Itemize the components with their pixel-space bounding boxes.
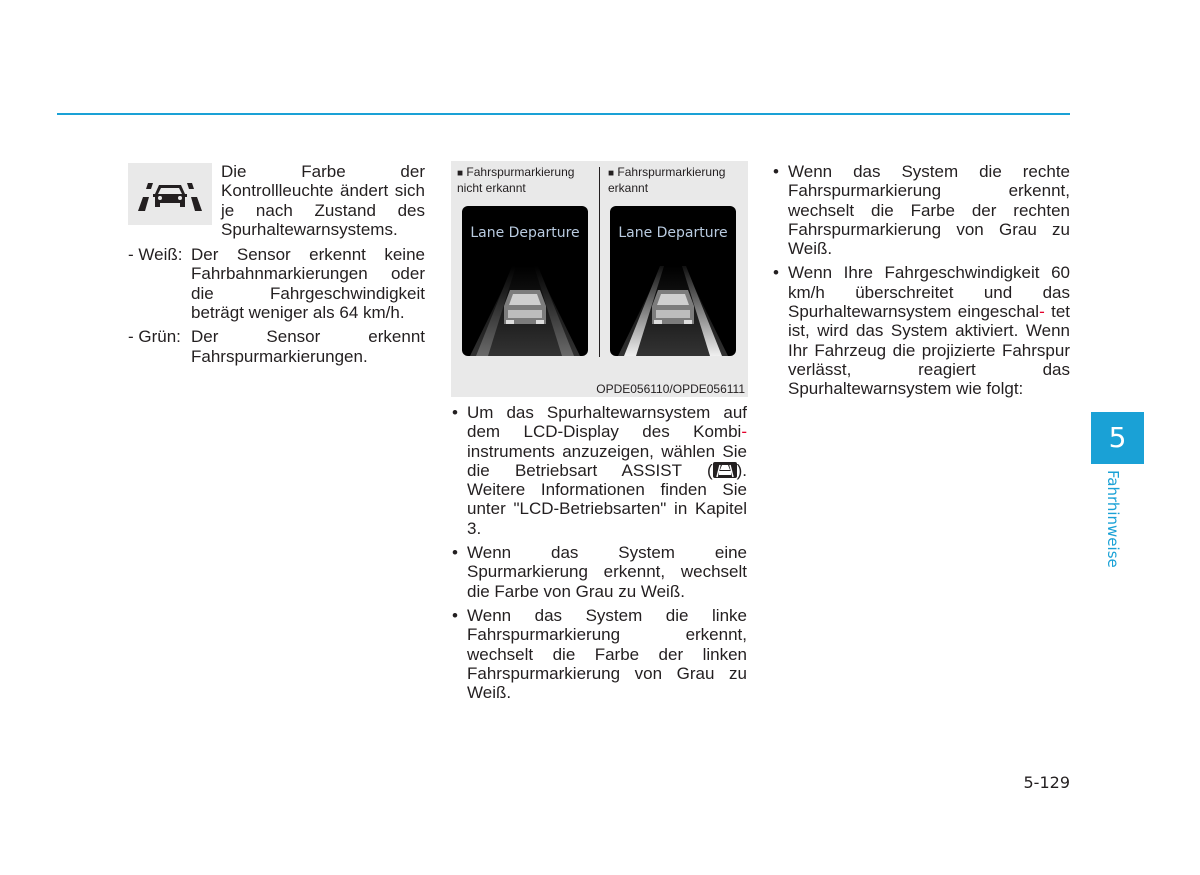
list-item [451, 403, 747, 538]
figure-caption-left [457, 165, 597, 196]
color-definitions [128, 245, 425, 366]
definition-key: - Weiß: [128, 245, 183, 265]
item-text: Wenn Ihre Fahrgeschwindigkeit 60 km/h überschreitet und das Spurhaltewarnsystem eingeschal [788, 263, 1070, 322]
caption-marker: ■ [608, 168, 615, 179]
item-text: Wenn das System die linke Fahrspurmarkierung erkennt, wechselt die Farbe der linken Fahrspurmarkierung von Grau zu Weiß. [467, 605, 747, 703]
caption-marker: ■ [457, 168, 464, 179]
bullet-list [451, 403, 747, 702]
intro-text: Die Farbe der Kontrollleuchte ändert sich je nach Zustand des Spurhaltewarnsystems. [221, 162, 425, 239]
caption-text: Fahrspurmarkierung nicht erkannt [457, 165, 575, 195]
item-text: Wenn das System eine Spurmarkierung erkennt, wechselt die Farbe von Grau zu Weiß. [467, 543, 747, 601]
column-left [128, 162, 425, 371]
car-icon [504, 290, 546, 324]
chapter-title: Fahrhinweise [1104, 470, 1122, 568]
car-icon [652, 290, 694, 324]
lane-keeping-assist-icon [128, 163, 212, 225]
list-item [451, 606, 747, 702]
lcd-screen-detected [610, 206, 736, 356]
header-rule [57, 113, 1070, 115]
column-middle [451, 403, 747, 707]
figure-code: OPDE056110/OPDE056111 [596, 382, 745, 396]
definition-white [128, 245, 425, 322]
list-item [772, 263, 1070, 398]
caption-text: Fahrspurmarkierung erkannt [608, 165, 726, 195]
bullet: • [773, 162, 779, 181]
page-number: 5-129 [1023, 773, 1070, 792]
item-text: Wenn das System die rechte Fahrspurmarkierung erkennt, wechselt die Farbe der rechten Fahrspurmarkierung von Grau zu Weiß. [788, 162, 1070, 259]
hyphen: - [741, 422, 747, 442]
figure-divider [599, 167, 600, 357]
bullet: • [452, 543, 458, 563]
definition-value: Der Sensor erkennt Fahrspurmarkierungen. [191, 327, 425, 366]
item-text: tet ist, wird das System aktiviert. Wenn Ihr Fahrzeug die projizierte Fahrspur verlässt, reagiert das Spurhaltewarnsystem wie folgt: [788, 302, 1070, 399]
column-right [772, 162, 1070, 404]
bullet: • [452, 605, 458, 625]
indicator-intro [128, 162, 425, 239]
figure-caption-right [608, 165, 743, 196]
screen-title: Lane Departure [470, 225, 580, 241]
item-text: Um das Spurhaltewarnsystem auf dem LCD-Display des Kombi [467, 403, 747, 442]
bullet: • [773, 263, 779, 283]
bullet: • [452, 403, 458, 422]
list-item [451, 543, 747, 601]
definition-key: - Grün: [128, 327, 181, 347]
item-text: instruments anzuzeigen, wählen Sie die Betriebsart ASSIST ( [467, 441, 747, 480]
chapter-tab: 5 [1091, 412, 1144, 464]
screen-title: Lane Departure [618, 225, 728, 241]
hyphen: - [1039, 302, 1045, 322]
assist-mode-icon [713, 462, 737, 478]
item-text: ). Weitere Informationen finden Sie unter "LCD-Betriebsarten" in Kapitel 3. [467, 460, 747, 538]
definition-green [128, 327, 425, 366]
lcd-screen-not-detected [462, 206, 588, 356]
list-item [772, 162, 1070, 258]
definition-value: Der Sensor erkennt keine Fahrbahnmarkierungen oder die Fahrgeschwindigkeit beträgt weniger als 64 km/h. [191, 245, 425, 323]
bullet-list [772, 162, 1070, 399]
lane-departure-figure [451, 161, 748, 397]
